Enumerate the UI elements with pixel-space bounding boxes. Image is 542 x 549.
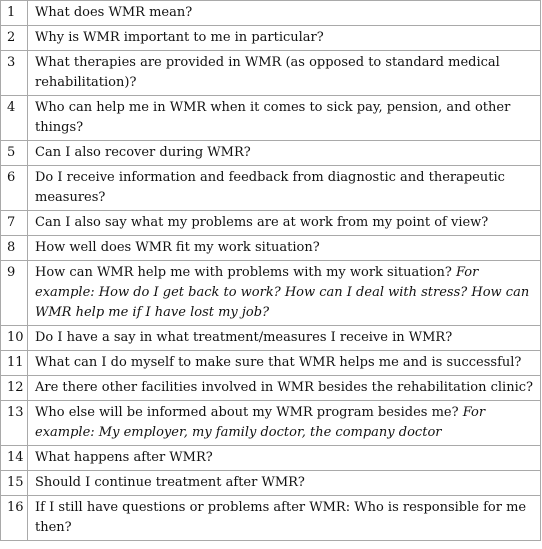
questions-table-body bbox=[1, 1, 541, 541]
question-text: Do I receive information and feedback from diagnostic and therapeutic measures? bbox=[35, 170, 505, 205]
question-cell bbox=[28, 141, 541, 166]
question-text: What happens after WMR? bbox=[35, 450, 213, 465]
question-text: How well does WMR fit my work situation? bbox=[35, 240, 320, 255]
question-cell bbox=[28, 1, 541, 26]
table-row bbox=[1, 376, 541, 401]
question-number: 4 bbox=[1, 96, 28, 141]
question-number: 12 bbox=[1, 376, 28, 401]
question-text: Who else will be informed about my WMR program besides me? bbox=[35, 405, 459, 420]
table-row bbox=[1, 1, 541, 26]
question-cell bbox=[28, 51, 541, 96]
question-text: If I still have questions or problems after WMR: Who is responsible for me then? bbox=[35, 500, 527, 535]
question-text: What can I do myself to make sure that WMR helps me and is successful? bbox=[35, 355, 522, 370]
question-text: Should I continue treatment after WMR? bbox=[35, 475, 305, 490]
table-row bbox=[1, 166, 541, 211]
question-text: Are there other facilities involved in WMR besides the rehabilitation clinic? bbox=[35, 380, 533, 395]
table-row bbox=[1, 26, 541, 51]
question-text: Can I also say what my problems are at work from my point of view? bbox=[35, 215, 489, 230]
question-number: 7 bbox=[1, 211, 28, 236]
table-row bbox=[1, 351, 541, 376]
question-cell bbox=[28, 211, 541, 236]
table-row bbox=[1, 211, 541, 236]
question-text: Why is WMR important to me in particular? bbox=[35, 30, 324, 45]
question-cell bbox=[28, 326, 541, 351]
question-cell bbox=[28, 26, 541, 51]
question-number: 2 bbox=[1, 26, 28, 51]
question-number: 10 bbox=[1, 326, 28, 351]
question-number: 14 bbox=[1, 446, 28, 471]
table-row bbox=[1, 96, 541, 141]
question-cell bbox=[28, 496, 541, 541]
question-cell bbox=[28, 351, 541, 376]
table-row bbox=[1, 401, 541, 446]
question-example: For example: How do I get back to work? How can I deal with stress? How can WMR help me if I have lost my job? bbox=[35, 265, 530, 320]
question-text: Can I also recover during WMR? bbox=[35, 145, 251, 160]
question-text: What does WMR mean? bbox=[35, 5, 193, 20]
question-text: Do I have a say in what treatment/measures I receive in WMR? bbox=[35, 330, 453, 345]
question-number: 16 bbox=[1, 496, 28, 541]
table-row bbox=[1, 446, 541, 471]
table-row bbox=[1, 496, 541, 541]
question-number: 1 bbox=[1, 1, 28, 26]
question-number: 3 bbox=[1, 51, 28, 96]
question-number: 11 bbox=[1, 351, 28, 376]
question-number: 9 bbox=[1, 261, 28, 326]
question-cell bbox=[28, 401, 541, 446]
question-number: 8 bbox=[1, 236, 28, 261]
question-cell bbox=[28, 96, 541, 141]
question-cell bbox=[28, 166, 541, 211]
question-text: Who can help me in WMR when it comes to sick pay, pension, and other things? bbox=[35, 100, 511, 135]
question-number: 5 bbox=[1, 141, 28, 166]
table-row bbox=[1, 261, 541, 326]
question-cell bbox=[28, 446, 541, 471]
table-row bbox=[1, 326, 541, 351]
table-row bbox=[1, 51, 541, 96]
question-cell bbox=[28, 236, 541, 261]
table-row bbox=[1, 471, 541, 496]
question-cell bbox=[28, 261, 541, 326]
table-row bbox=[1, 236, 541, 261]
question-number: 6 bbox=[1, 166, 28, 211]
table-row bbox=[1, 141, 541, 166]
question-number: 13 bbox=[1, 401, 28, 446]
question-text: How can WMR help me with problems with my work situation? bbox=[35, 265, 452, 280]
question-number: 15 bbox=[1, 471, 28, 496]
question-text: What therapies are provided in WMR (as opposed to standard medical rehabilitation)? bbox=[35, 55, 500, 90]
question-cell bbox=[28, 471, 541, 496]
question-example: For example: My employer, my family doctor, the company doctor bbox=[35, 405, 486, 440]
question-cell bbox=[28, 376, 541, 401]
